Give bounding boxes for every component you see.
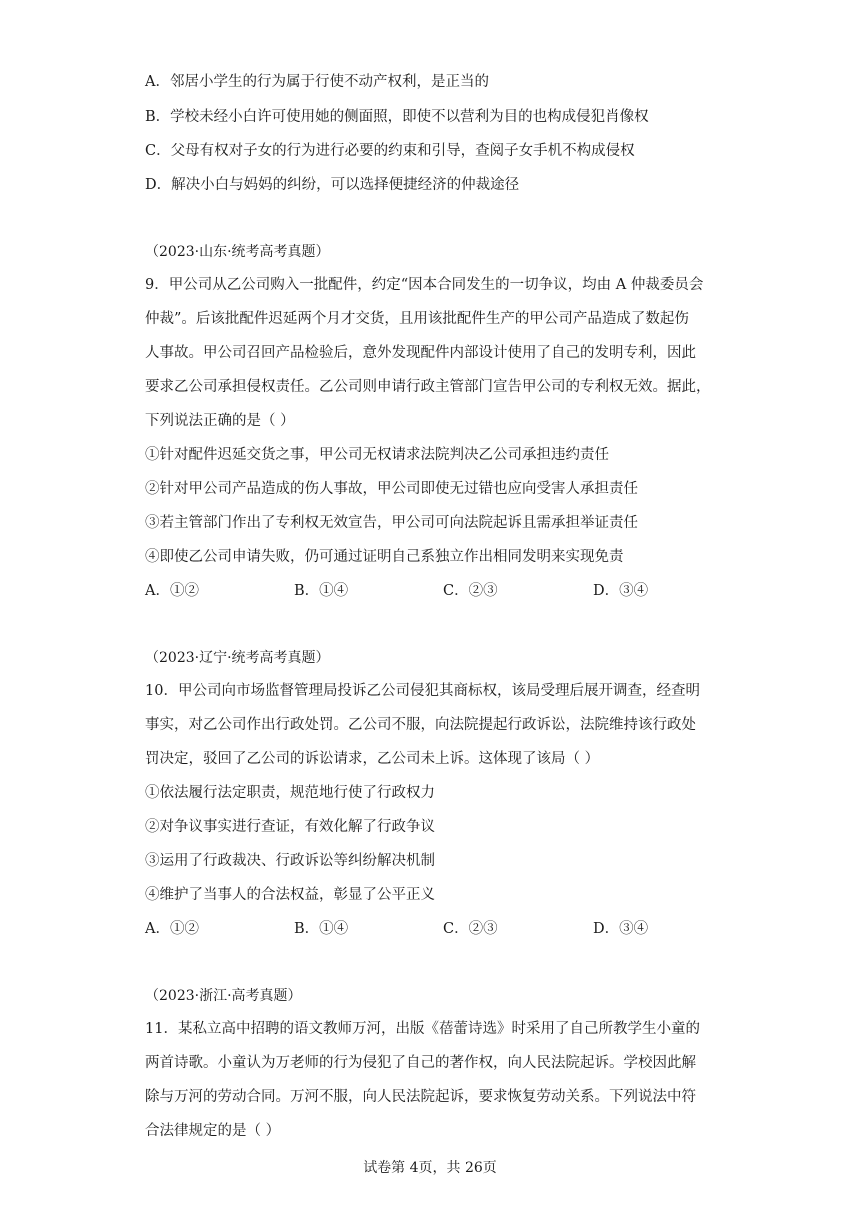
q8-option-a: A．邻居小学生的行为属于行使不动产权利，是正当的 bbox=[145, 74, 489, 90]
q11-stem-line: 两首诗歌。小童认为万老师的行为侵犯了自己的著作权，向人民法院起诉。学校因此解 bbox=[145, 1055, 696, 1071]
q9-stem-line: 仲裁”。后该批配件迟延两个月才交货，且用该批配件生产的甲公司产品造成了数起伤 bbox=[145, 311, 689, 327]
q10-statement-1: ①依法履行法定职责，规范地行使了行政权力 bbox=[145, 785, 435, 801]
q10-choice-b[interactable]: B．①④ bbox=[294, 921, 349, 937]
q10-stem-line: 罚决定，驳回了乙公司的诉讼请求，乙公司未上诉。这体现了该局（ ） bbox=[145, 751, 600, 767]
q10-stem-line: 10．甲公司向市场监督管理局投诉乙公司侵犯其商标权，该局受理后展开调查，经查明 bbox=[145, 683, 700, 699]
q9-statement-2: ②针对甲公司产品造成的伤人事故，甲公司即使无过错也应向受害人承担责任 bbox=[145, 481, 638, 497]
q10-choice-a[interactable]: A．①② bbox=[145, 921, 199, 937]
q10-statement-3: ③运用了行政裁决、行政诉讼等纠纷解决机制 bbox=[145, 853, 435, 869]
q9-stem-line: 要求乙公司承担侵权责任。乙公司则申请行政主管部门宣告甲公司的专利权无效。据此， bbox=[145, 379, 711, 395]
q8-option-d: D．解决小白与妈妈的纠纷，可以选择便捷经济的仲裁途径 bbox=[145, 177, 520, 193]
q10-statement-4: ④维护了当事人的合法权益，彰显了公平正义 bbox=[145, 887, 435, 903]
q9-statement-3: ③若主管部门作出了专利权无效宣告，甲公司可向法院起诉且需承担举证责任 bbox=[145, 515, 638, 531]
q10-statement-2: ②对争议事实进行查证，有效化解了行政争议 bbox=[145, 819, 435, 835]
q10-stem-line: 事实，对乙公司作出行政处罚。乙公司不服，向法院提起行政诉讼，法院维持该行政处 bbox=[145, 717, 696, 733]
q11-stem-line: 11．某私立高中招聘的语文教师万河，出版《蓓蕾诗选》时采用了自己所教学生小童的 bbox=[145, 1021, 700, 1037]
q9-stem-line: 下列说法正确的是（ ） bbox=[145, 413, 295, 429]
q9-choice-a[interactable]: A．①② bbox=[145, 583, 199, 599]
q9-choice-b[interactable]: B．①④ bbox=[294, 583, 349, 599]
q11-stem-line: 除与万河的劳动合同。万河不服，向人民法院起诉，要求恢复劳动关系。下列说法中符 bbox=[145, 1089, 696, 1105]
q9-stem-line: 人事故。甲公司召回产品检验后，意外发现配件内部设计使用了自己的发明专利，因此 bbox=[145, 345, 696, 361]
q11-source: （2023·浙江·高考真题） bbox=[145, 988, 302, 1004]
q8-option-b: B．学校未经小白许可使用她的侧面照，即使不以营利为目的也构成侵犯肖像权 bbox=[145, 109, 649, 125]
q10-source: （2023·辽宁·统考高考真题） bbox=[145, 650, 330, 666]
q9-choice-d[interactable]: D．③④ bbox=[593, 583, 649, 599]
q11-stem-line: 合法律规定的是（ ） bbox=[145, 1123, 281, 1139]
page-footer: 试卷第 4页，共 26页 bbox=[363, 1160, 497, 1176]
q9-statement-4: ④即使乙公司申请失败，仍可通过证明自己系独立作出相同发明来实现免责 bbox=[145, 549, 624, 565]
q10-choice-d[interactable]: D．③④ bbox=[593, 921, 649, 937]
q9-statement-1: ①针对配件迟延交货之事，甲公司无权请求法院判决乙公司承担违约责任 bbox=[145, 447, 609, 463]
q8-option-c: C．父母有权对子女的行为进行必要的约束和引导，查阅子女手机不构成侵权 bbox=[145, 143, 635, 159]
q9-source: （2023·山东·统考高考真题） bbox=[145, 244, 330, 260]
q9-stem-line: 9．甲公司从乙公司购入一批配件，约定“因本合同发生的一切争议，均由 A 仲裁委员会 bbox=[145, 277, 704, 293]
q9-choice-c[interactable]: C．②③ bbox=[443, 583, 498, 599]
q10-choice-c[interactable]: C．②③ bbox=[443, 921, 498, 937]
